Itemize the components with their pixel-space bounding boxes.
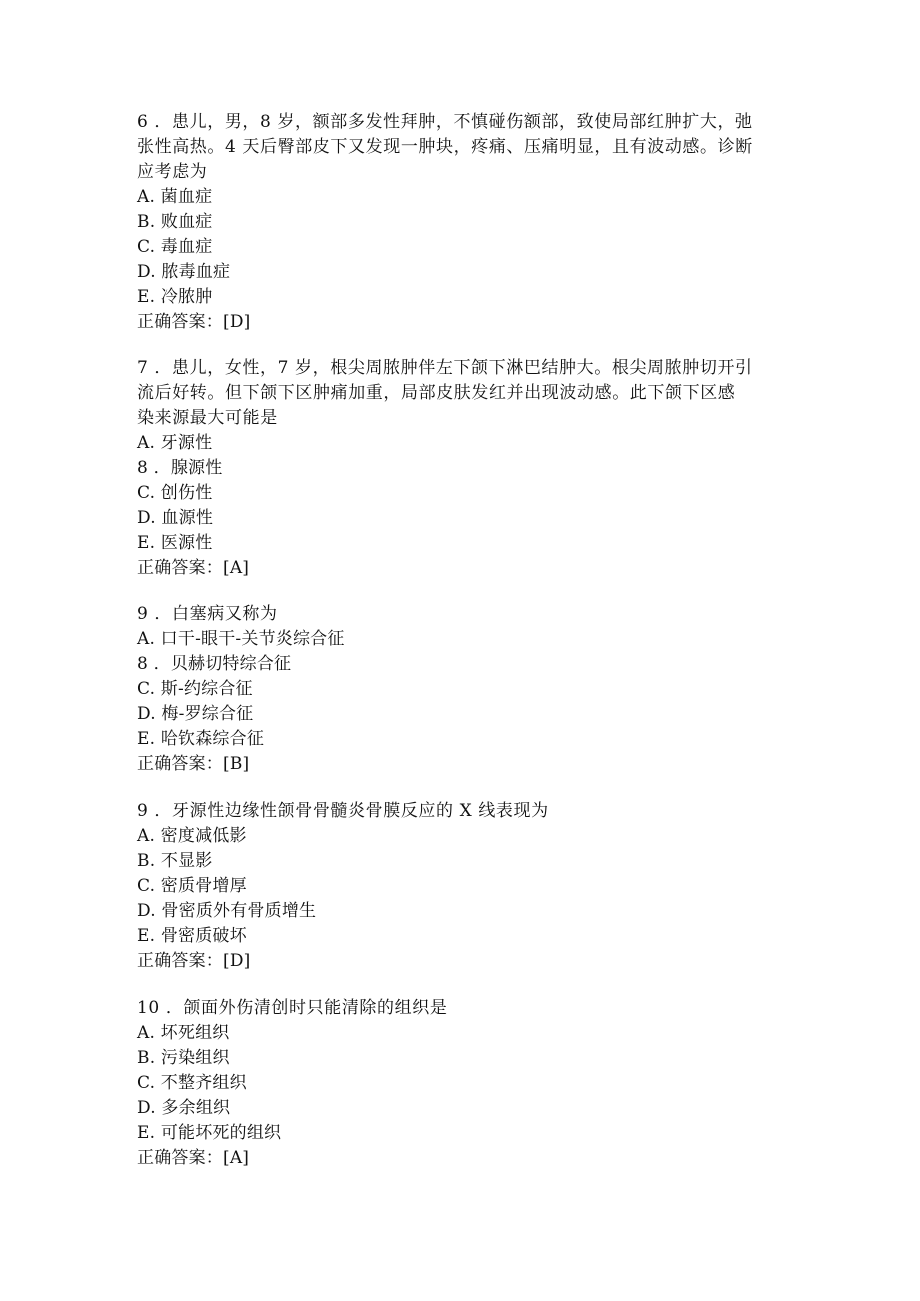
- question-stem: [137, 356, 787, 431]
- option-b: 8 ．贝赫切特综合征: [137, 654, 292, 674]
- option-e: E. 哈钦森综合征: [137, 729, 265, 749]
- stem-line: 10 ．颌面外伤清创时只能清除的组织是: [137, 998, 448, 1018]
- question-9b: [137, 799, 787, 974]
- stem-line: 9 ．白塞病又称为: [137, 604, 278, 624]
- question-stem: [137, 110, 787, 185]
- option-d: D. 骨密质外有骨质增生: [137, 901, 317, 921]
- option-a: A. 菌血症: [137, 187, 213, 207]
- option-e: E. 医源性: [137, 533, 213, 553]
- question-7: [137, 356, 787, 581]
- stem-line: 张性高热。4 天后臀部皮下又发现一肿块，疼痛、压痛明显，且有波动感。诊断: [137, 137, 753, 157]
- stem-line: 染来源最大可能是: [137, 408, 278, 428]
- question-stem: [137, 996, 787, 1021]
- question-stem: [137, 799, 787, 824]
- option-c: C. 创伤性: [137, 483, 213, 503]
- question-9a: [137, 602, 787, 777]
- option-e: E. 骨密质破坏: [137, 926, 247, 946]
- correct-answer: 正确答案：[A]: [137, 1148, 250, 1168]
- stem-line: 6 ．患儿，男，8 岁，额部多发性拜肿，不慎碰伤额部，致使局部红肿扩大，弛: [137, 112, 753, 132]
- correct-answer: 正确答案：[D]: [137, 312, 251, 332]
- option-b: 8 ．腺源性: [137, 458, 223, 478]
- option-c: C. 不整齐组织: [137, 1073, 247, 1093]
- option-a: A. 口干-眼干-关节炎综合征: [137, 629, 345, 649]
- option-d: D. 梅-罗综合征: [137, 704, 254, 724]
- question-6: [137, 110, 787, 335]
- stem-line: 流后好转。但下颌下区肿痛加重，局部皮肤发红并出现波动感。此下颌下区感: [137, 383, 736, 403]
- option-d: D. 多余组织: [137, 1098, 231, 1118]
- option-e: E. 冷脓肿: [137, 287, 213, 307]
- stem-line: 7 ．患儿，女性，7 岁，根尖周脓肿伴左下颌下淋巴结肿大。根尖周脓肿切开引: [137, 358, 753, 378]
- option-b: B. 败血症: [137, 212, 213, 232]
- correct-answer: 正确答案：[D]: [137, 951, 251, 971]
- option-d: D. 脓毒血症: [137, 262, 231, 282]
- question-stem: [137, 602, 787, 627]
- correct-answer: 正确答案：[A]: [137, 558, 250, 578]
- stem-line: 应考虑为: [137, 162, 208, 182]
- option-e: E. 可能坏死的组织: [137, 1123, 282, 1143]
- option-d: D. 血源性: [137, 508, 214, 528]
- option-c: C. 斯-约综合征: [137, 679, 253, 699]
- question-10: [137, 996, 787, 1171]
- option-a: A. 密度减低影: [137, 826, 247, 846]
- stem-line: 9 ．牙源性边缘性颌骨骨髓炎骨膜反应的 X 线表现为: [137, 801, 549, 821]
- option-a: A. 坏死组织: [137, 1023, 230, 1043]
- option-c: C. 毒血症: [137, 237, 213, 257]
- correct-answer: 正确答案：[B]: [137, 754, 250, 774]
- option-c: C. 密质骨增厚: [137, 876, 247, 896]
- option-a: A. 牙源性: [137, 433, 213, 453]
- option-b: B. 污染组织: [137, 1048, 230, 1068]
- option-b: B. 不显影: [137, 851, 213, 871]
